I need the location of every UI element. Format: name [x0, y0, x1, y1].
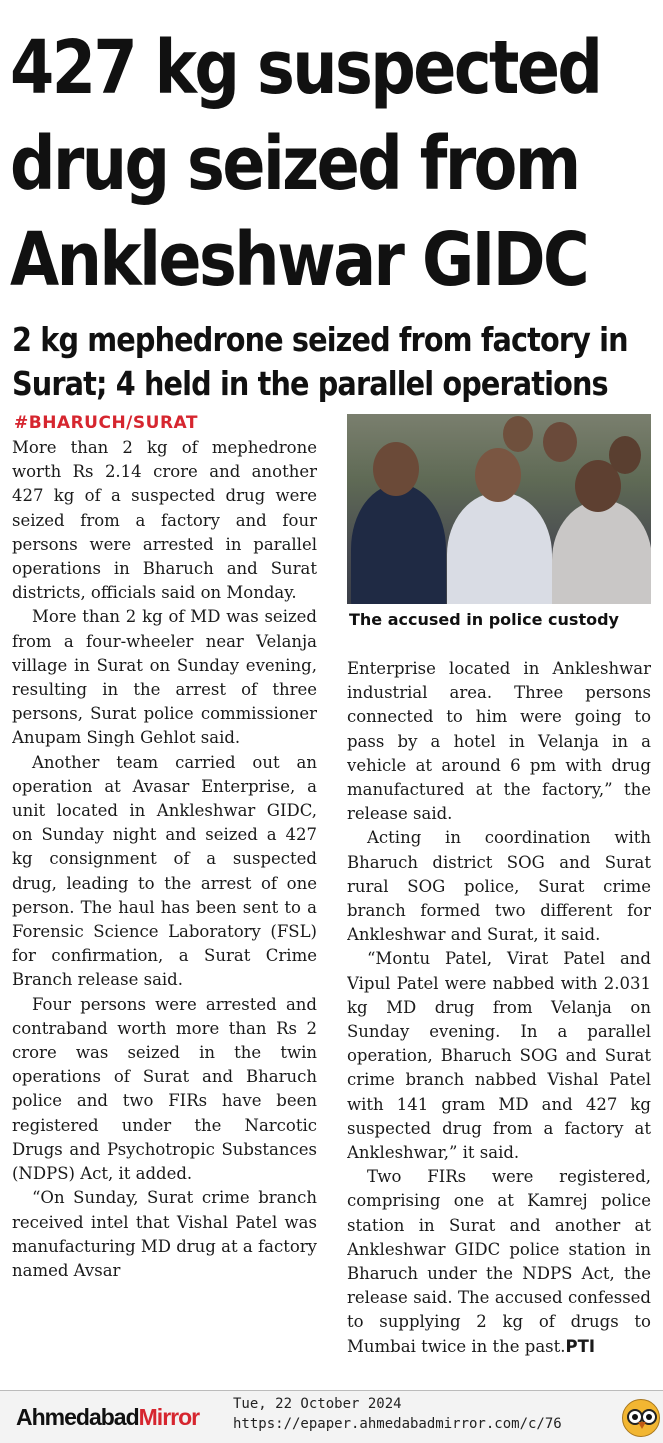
- paragraph: More than 2 kg of mephedrone worth Rs 2.14 crore and another 427 kg of a suspected drug were seized from a factory and four persons were arrested in parallel operations in Bharuch and Surat districts, officials said on Monday.: [12, 438, 317, 603]
- headline-line-2: drug seized from: [10, 121, 579, 207]
- left-column: [12, 436, 317, 1398]
- paragraph: [347, 1165, 651, 1359]
- paragraph: “On Sunday, Surat crime branch received intel that Vishal Patel was manufacturing MD drug at a factory named Avsar: [12, 1188, 317, 1280]
- photo-figure: [373, 442, 419, 496]
- subheadline: [12, 318, 628, 406]
- paragraph: More than 2 kg of MD was seized from a four-wheeler near Velanja village in Surat on Sunday evening, resulting in the arrest of three persons, Surat police commissioner Anupam Singh Gehlot said.: [12, 607, 317, 748]
- news-photo: [347, 414, 651, 604]
- subheadline-line-2: Surat; 4 held in the parallel operations: [12, 364, 608, 403]
- byline: PTI: [565, 1336, 596, 1356]
- location-tag: #BHARUCH/SURAT: [14, 413, 198, 433]
- epaper-footer: [0, 1391, 663, 1443]
- headline: [10, 20, 601, 308]
- paragraph-text: Two FIRs were registered, comprising one at Kamrej police station in Surat and another at Ankleshwar GIDC police station in Bharuch under the NDPS Act, the release said. The accused confessed to supplying 2 kg of drugs to Mumbai twice in the past.: [347, 1167, 651, 1356]
- edition-url[interactable]: https://epaper.ahmedabadmirror.com/c/76: [233, 1416, 562, 1432]
- paragraph: Another team carried out an operation at Avasar Enterprise, a unit located in Ankleshwar GIDC, on Sunday night and seized a 427 kg consignment of a suspected drug, leading to the arrest of one person. The haul has been sent to a Forensic Science Laboratory (FSL) for confirmation, a Surat Crime Branch release said.: [12, 752, 317, 990]
- headline-line-3: Ankleshwar GIDC: [10, 217, 588, 303]
- paragraph: Acting in coordination with Bharuch district SOG and Surat rural SOG police, Surat crime branch formed two different for Ankleshwar and Surat, it said.: [347, 828, 651, 945]
- edition-meta: [233, 1394, 618, 1434]
- publication-logo[interactable]: [16, 1404, 199, 1431]
- subheadline-line-1: 2 kg mephedrone seized from factory in: [12, 320, 628, 359]
- photo-caption: The accused in police custody: [349, 610, 619, 629]
- paragraph: Four persons were arrested and contraband worth more than Rs 2 crore was seized in the twin operations of Surat and Bharuch police and two FIRs have been registered under the Narcotic Drugs and Psychotropic Substances (NDPS) Act, it added.: [12, 994, 317, 1184]
- headline-line-1: 427 kg suspected: [10, 25, 601, 111]
- photo-figure: [609, 436, 641, 474]
- photo-figure: [351, 484, 446, 604]
- photo-figure: [447, 492, 552, 604]
- right-column: [347, 657, 651, 1400]
- photo-figure: [475, 448, 521, 502]
- paragraph: Enterprise located in Ankleshwar industrial area. Three persons connected to him were going to pass by a hotel in Velanja in a vehicle at around 6 pm with drug manufactured at the factory,” the release said.: [347, 659, 651, 824]
- owl-icon: [622, 1399, 660, 1437]
- owl-beak-icon: [638, 1422, 646, 1429]
- logo-text-mirror: Mirror: [138, 1404, 200, 1430]
- paragraph: “Montu Patel, Virat Patel and Vipul Patel were nabbed with 2.031 kg MD drug from Velanja on Sunday evening. In a parallel operation, Bharuch SOG and Surat crime branch nabbed Vishal Patel with 141 gram MD and 427 kg suspected drug from a factory at Ankleshwar,” it said.: [347, 949, 651, 1163]
- edition-date: Tue, 22 October 2024: [233, 1396, 402, 1412]
- photo-figure: [552, 500, 651, 604]
- photo-figure: [503, 416, 533, 452]
- logo-text-ahmedabad: Ahmedabad: [16, 1404, 139, 1430]
- photo-figure: [543, 422, 577, 462]
